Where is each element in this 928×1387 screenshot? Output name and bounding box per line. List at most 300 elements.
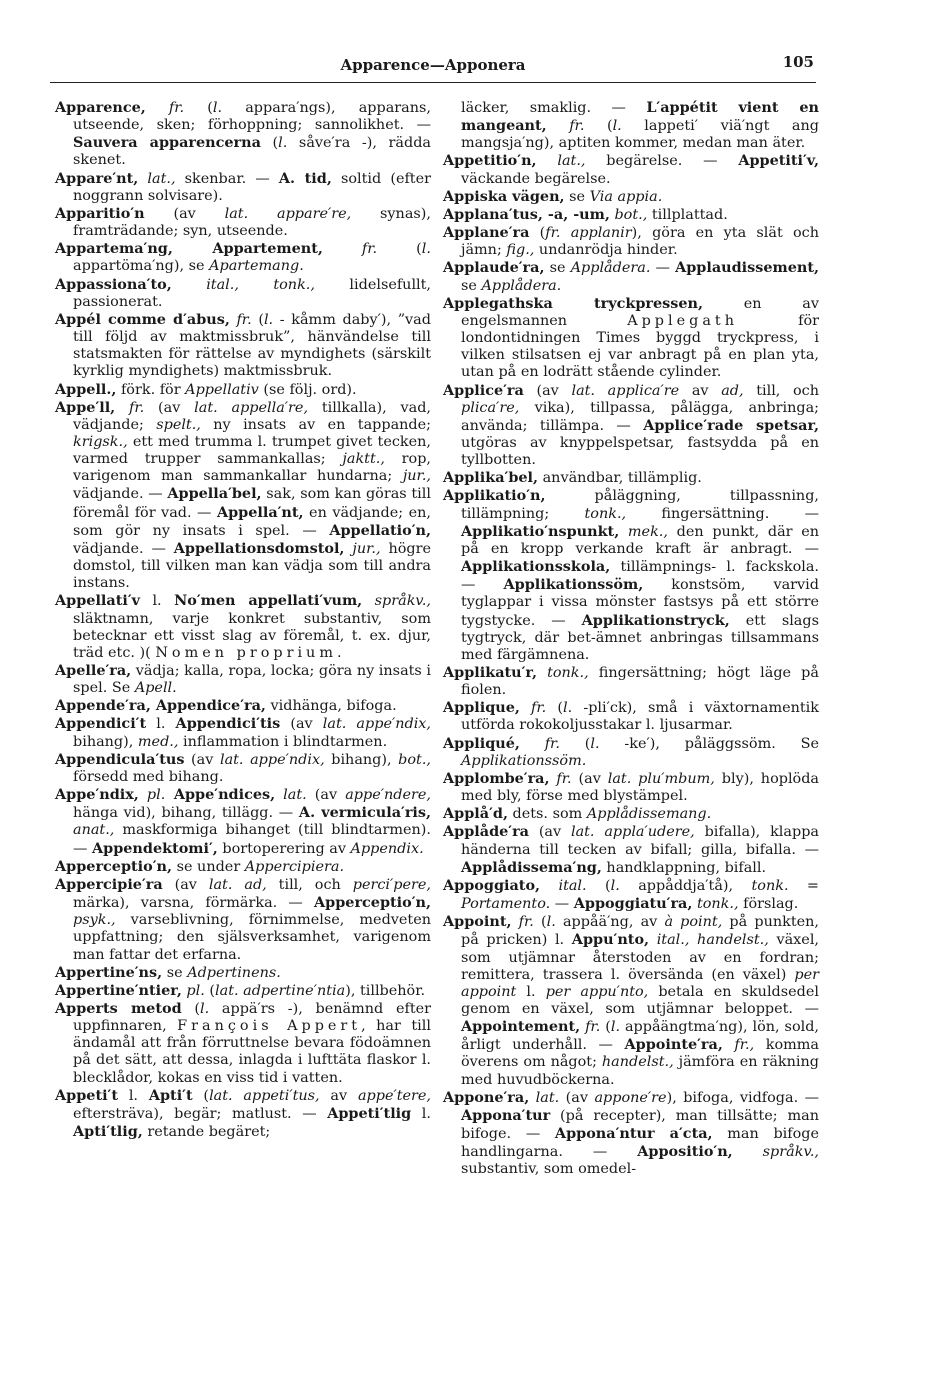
italic-text: Apartemang. — [209, 258, 304, 275]
headword: Applikatio′nspunkt, — [461, 522, 620, 540]
definition-text: appartöma′ng), se — [73, 258, 210, 275]
italic-text: bot., — [609, 206, 648, 223]
definition-text: lidelsefullt, passionerat. — [73, 276, 432, 310]
headword: Appoint, — [443, 913, 512, 931]
definition-text: betala en skuldsedel genom en växel, som utjämnar beloppet. — — [461, 983, 819, 1017]
definition-text: (av — [184, 751, 220, 768]
italic-text: l. — [278, 135, 288, 152]
italic-text: fr. — [546, 118, 585, 135]
headword: Appella′nt, — [216, 503, 304, 521]
headword: Appoggiato, — [443, 876, 541, 894]
italic-text: tonk., — [692, 896, 739, 913]
definition-text: bihang), — [73, 733, 138, 750]
definition-text: l. — [118, 1087, 149, 1104]
definition-text: vidhänga, bifoga. — [265, 698, 397, 715]
definition-text: l. — [516, 983, 546, 1000]
definition-text: ( — [546, 700, 564, 717]
italic-text: l. — [563, 700, 573, 717]
dictionary-entry — [443, 259, 819, 294]
italic-text: fr. — [229, 311, 252, 328]
dictionary-entry — [443, 206, 819, 224]
headword: Applikatio′n, — [443, 487, 546, 505]
dictionary-entry — [443, 152, 819, 187]
definition-text: ( — [377, 241, 422, 258]
definition-text: skenbar. — — [175, 170, 279, 187]
definition-text: vädja; kalla, ropa, locka; göra ny insats i spel. Se — [73, 663, 431, 697]
definition-text: växel, som utjämnar återstoden av en fordran; remittera, trassera l. översända (en växel) — [461, 932, 819, 983]
italic-text: språkv., — [362, 593, 432, 610]
definition-text: ( — [600, 1019, 611, 1036]
definition-text: dets. som — [507, 806, 587, 823]
italic-text: Applådera. — [481, 277, 562, 294]
italic-text: l. — [610, 877, 620, 894]
definition-text: ), göra en yta slät och jämn; — [461, 225, 819, 259]
definition-text: ( — [192, 1087, 210, 1104]
italic-text: Applikationssöm. — [461, 752, 587, 769]
definition-text: konstsöm, varvid tyglappar i vissa mönster fastsys på ett större tygstycke. — — [461, 577, 820, 629]
italic-text: lat., — [536, 153, 586, 170]
definition-text: -ke′), påläggssöm. Se — [599, 735, 819, 752]
definition-text: bly), hoplöda med bly, förse med blystämpel. — [461, 770, 819, 805]
italic-text: l. — [212, 100, 223, 116]
definition-text: ( — [559, 735, 591, 752]
definition-text: se — [564, 188, 590, 205]
italic-text: l. — [610, 1019, 621, 1036]
dictionary-entry — [55, 876, 431, 964]
italic-text: tonk., — [536, 665, 589, 681]
definition-text: sak, som kan göras till föremål för vad. — — [73, 486, 431, 521]
dictionary-entry — [443, 1089, 819, 1179]
dictionary-entry — [55, 715, 431, 750]
headword: Applegathska tryckpressen, — [443, 294, 703, 312]
headword: A. tid, — [278, 169, 332, 187]
dictionary-entry — [55, 399, 431, 593]
definition-text: ett med trumma l. trumpet givet tecken, varmed trupper sammankallas; — [73, 433, 431, 468]
headword: Appendici′tis — [175, 715, 281, 733]
italic-text: appe′tere, — [357, 1087, 432, 1104]
definition-text: jämföra en räkning med huvudböckerna. — [461, 1054, 819, 1088]
dictionary-entry — [443, 382, 819, 470]
definition-text: väckande begärelse. — [461, 170, 611, 187]
dictionary-entry — [55, 381, 431, 399]
dictionary-entry — [55, 99, 431, 170]
dictionary-entry — [55, 1087, 431, 1141]
italic-text: spelt., — [156, 416, 201, 433]
definition-text: högre domstol, till vilken man kan vädja som till andra instans. — [73, 540, 431, 592]
dictionary-entry — [443, 913, 819, 1089]
italic-text: ital. — [540, 877, 587, 894]
dictionary-entry — [55, 751, 431, 786]
dictionary-entry — [443, 805, 819, 823]
headword: Appercipie′ra — [55, 875, 163, 893]
dictionary-entry — [443, 487, 819, 664]
headword: Applique, — [443, 699, 520, 717]
definition-text: - kåmm daby′), ”vad till följd av maktmissbruk”, hänvändelse till statsmakten för rättelse av myndighets (särskilt kyrklig myndighets) maktmissbruk. — [73, 311, 431, 380]
italic-text: ital., tonk., — [171, 276, 315, 293]
dictionary-entry — [55, 982, 431, 1000]
italic-text: anat., — [73, 822, 115, 839]
italic-text: Applådissemang. — [586, 806, 712, 823]
italic-text: lat. adpertine′ntia — [215, 982, 346, 999]
italic-text: fr. — [549, 770, 572, 787]
italic-text: ital., handelst., — [649, 932, 769, 949]
headword: Applana′tus, -a, -um, — [443, 205, 610, 223]
definition-text: av — [679, 382, 722, 399]
left-column — [55, 99, 431, 1141]
italic-text: lat., — [138, 170, 176, 187]
headword: Appu′nto, — [571, 931, 650, 949]
dictionary-entry — [55, 170, 431, 205]
italic-text: Applådera. — [570, 260, 651, 277]
headword: Applå′d, — [443, 805, 508, 823]
headword: Appetitio′n, — [443, 152, 537, 170]
dictionary-entry — [55, 240, 431, 275]
dictionary-entry — [55, 592, 431, 662]
dictionary-entry — [55, 276, 431, 311]
headword: Applikatu′r, — [443, 664, 537, 681]
definition-text: bortoperering av — [217, 840, 351, 857]
definition-text: appåängtma′ng), lön, sold, årligt underhåll. — — [461, 1019, 819, 1054]
definition-text: se — [162, 964, 188, 981]
headword: L′appétit vient en mangeant, — [461, 99, 819, 135]
definition-text: retande begäret; — [142, 1124, 271, 1141]
dictionary-entry — [443, 877, 819, 913]
italic-text: Appercipiera. — [244, 858, 345, 875]
page-number: 105 — [782, 53, 814, 71]
definition-text: varseblivning, förnimmelse, medveten uppfattning; den själsverksamhet, varigenom man fattar det erfarna. — [73, 912, 431, 963]
headword: Applikationstryck, — [581, 611, 730, 629]
italic-text: bot., — [398, 751, 431, 768]
headword: A. vermicula′ris, — [298, 804, 431, 822]
definition-text: komma överens om något; — [461, 1037, 819, 1071]
headword: Appona′tur — [461, 1106, 551, 1124]
headword: Appetiti′v, — [738, 152, 819, 170]
definition-text: lappeti′ viä′ngt ang mangsja′ng), aptiten kommer, medan man äter. — [461, 118, 819, 152]
italic-text: lat. appare′re, — [224, 205, 352, 222]
headword: Applåde′ra — [443, 823, 529, 841]
definition-text: på punkten, på pricken) l. — [461, 914, 819, 949]
definition-text: = — [788, 877, 819, 894]
headword: Apparence, — [55, 99, 146, 116]
definition-text: ny insats av en tappande; — [200, 416, 431, 433]
definition-text: soltid (efter noggrann solvisare). — [73, 170, 431, 204]
definition-text: inflammation i blindtarmen. — [178, 733, 388, 750]
definition-text: (av — [523, 382, 572, 399]
definition-text: den punkt, där en på en kropp verkande kraft är anbragt. — — [461, 523, 820, 557]
headword: Applådissema′ng, — [461, 858, 602, 876]
headword: No′men appellati′vum, — [174, 592, 363, 610]
dictionary-entry — [443, 735, 819, 770]
definition-text: bifalla), klappa händerna till tecken av bifall; gilla, bifalla. — — [461, 824, 819, 858]
definition-text: (av — [306, 787, 346, 804]
italic-text: lat. appla′udere, — [570, 824, 695, 841]
italic-text: jaktt., — [342, 451, 385, 468]
spaced-name: François Appert — [177, 1018, 362, 1035]
italic-text: lat. plu′mbum, — [607, 770, 715, 787]
italic-text: jur., — [344, 540, 381, 557]
headword: Apparitio′n — [55, 204, 145, 222]
spaced-name: Nomen proprium — [155, 644, 337, 661]
italic-text: fig., — [506, 242, 535, 259]
definition-text: ( — [181, 1000, 200, 1017]
headword: Applombe′ra, — [443, 769, 550, 787]
headword: Applice′rade spetsar, — [643, 416, 819, 434]
italic-text: l. — [546, 914, 556, 931]
italic-text: lat. ad, — [208, 876, 267, 893]
dictionary-entry — [55, 311, 431, 381]
italic-text: lat. appe′ndix, — [219, 751, 325, 768]
definition-text: fingersättning. — — [626, 505, 819, 522]
definition-text: tillplattad. — [647, 206, 728, 223]
headword: Appointement, — [461, 1018, 581, 1036]
definition-text: utgöras av knyppelspetsar, fastsydda på en tyllbotten. — [461, 434, 819, 469]
headword: Appendektomi′, — [91, 839, 218, 857]
definition-text: maskformiga bihanget (till blindtarmen). — — [73, 822, 431, 857]
definition-text: appä′rs -), benämnd efter uppfinnaren, — [73, 1000, 431, 1035]
headword: Appertine′ns, — [55, 963, 163, 981]
dictionary-entry — [55, 786, 431, 858]
definition-text: ( — [251, 311, 264, 328]
italic-text: mek., — [619, 523, 668, 540]
headword: Appointe′ra, — [624, 1036, 723, 1054]
definition-text: rop, varigenom man sammankallar hundarna; — [73, 451, 431, 485]
dictionary-entry — [55, 964, 431, 982]
dictionary-entry — [443, 224, 819, 259]
definition-text: (på recepter), man tillsätte; man bifoge. — — [461, 1107, 819, 1143]
headword: Applice′ra — [443, 381, 524, 399]
dictionary-entry — [443, 770, 819, 805]
headword: Appellationsdomstol, — [173, 539, 345, 557]
headword: Apelle′ra, — [55, 662, 132, 679]
italic-text: pl. — [138, 787, 166, 804]
definition-text: ( — [584, 118, 613, 135]
definition-text: . — [336, 644, 342, 661]
dictionary-entry — [55, 858, 431, 876]
definition-text: ), tillbehör. — [345, 982, 426, 999]
definition-text: eftersträva), begär; matlust. — — [73, 1105, 328, 1122]
dictionary-entry — [443, 664, 819, 699]
italic-text: fr. — [511, 914, 534, 931]
definition-text: en vädjande; en, som gör ny insats i spel. — — [73, 504, 431, 539]
italic-text: fr. — [115, 399, 145, 416]
italic-text: fr. — [145, 100, 185, 116]
definition-text: av — [319, 1087, 358, 1104]
headword: Appare′nt, — [55, 169, 139, 187]
dictionary-entry — [443, 295, 819, 382]
headword: Appoggiatu′ra, — [573, 895, 693, 913]
dictionary-entry-continuation — [443, 99, 819, 152]
headword: Applaude′ra, — [443, 259, 545, 277]
italic-text: Adpertinens. — [187, 964, 281, 981]
definition-text: ), bifoga, vidfoga. — — [666, 1089, 819, 1106]
italic-text: tonk. — [751, 877, 789, 894]
headword: Apperceptio′n, — [314, 894, 431, 912]
headword: Appendicula′tus — [55, 750, 185, 768]
italic-text: Portamento. — [461, 896, 551, 913]
definition-text: (av — [162, 876, 209, 893]
headword: Applikationssöm, — [503, 576, 644, 594]
headword: Appellati′v — [55, 592, 140, 610]
headword: Appliqué, — [443, 734, 520, 752]
italic-text: krigsk., — [73, 433, 128, 450]
definition-text: läcker, smaklig. — — [461, 100, 647, 116]
definition-text: -pli′ck), små i växtornamentik utförda rokokoljusstakar l. ljusarmar. — [461, 700, 819, 734]
dictionary-entry — [443, 823, 819, 876]
dictionary-entry — [55, 662, 431, 697]
italic-text: Via appia. — [589, 188, 663, 205]
definition-text: vika), tillpassa, pålägga, anbringa; använda; tillämpa. — — [461, 399, 819, 434]
definition-text: ( — [184, 100, 213, 116]
headword: Appe′ndix, — [55, 786, 139, 804]
definition-text: handklappning, bifall. — [601, 859, 767, 876]
headword: Appartema′ng, Appartement, — [55, 240, 323, 258]
definition-text: släktnamn, varje konkret substantiv, som betecknar ett visst slag av föremål, t. ex. djur, träd etc. )( — [73, 610, 431, 661]
definition-text: märka), varsna, förmärka. — — [73, 895, 314, 912]
definition-text: appara′ngs), apparans, utseende, sken; förhoppning; sannolikhet. — — [73, 100, 431, 134]
italic-text: l. — [612, 118, 622, 135]
italic-text: l. — [200, 1000, 210, 1017]
definition-text: till, och — [743, 382, 820, 399]
definition-text: tillkalla), vad, vädjande; — [73, 399, 431, 433]
definition-text: en av engelsmannen — [461, 295, 819, 329]
headword: Apti′t — [148, 1086, 193, 1104]
italic-text: l. — [590, 735, 600, 752]
definition-text: appåddja′tå), — [619, 877, 752, 894]
headword: Appél comme d′abus, — [55, 310, 230, 328]
definition-text: se under — [172, 858, 245, 875]
headword: Appella′bel, — [167, 485, 262, 503]
definition-text: fingersättning; högt läge på fiolen. — [461, 665, 819, 699]
headword: Appeti′t — [55, 1086, 119, 1104]
definition-text: hänga vid), bihang, tillägg. — — [73, 805, 299, 822]
definition-text: (av — [144, 205, 225, 222]
definition-text: tillämpnings- l. fackskola. — — [461, 559, 819, 594]
italic-text: fr. — [519, 700, 547, 717]
italic-text: tonk., — [584, 505, 627, 522]
italic-text: l. — [421, 241, 431, 258]
headword: Appende′ra, Appendice′ra, — [55, 697, 266, 715]
italic-text: plica′re, — [461, 399, 520, 416]
headword: Appe′ll, — [55, 398, 116, 416]
headword: Appone′ra, — [443, 1088, 530, 1106]
definition-text: appåä′ng, av — [555, 914, 665, 931]
definition-text: l. — [139, 593, 175, 610]
definition-text: — — [650, 260, 676, 277]
definition-text: (av — [144, 399, 195, 416]
italic-text: fr. — [580, 1019, 601, 1036]
definition-text: bihang), — [324, 751, 399, 768]
definition-text: (se följ. ord). — [258, 381, 357, 398]
running-header — [50, 53, 816, 83]
italic-text: lat. applica′re — [571, 382, 680, 399]
italic-text: l. — [263, 311, 274, 328]
italic-text: appe′ndere, — [345, 787, 431, 804]
italic-text: fr. — [519, 735, 560, 752]
headword: Applikationsskola, — [461, 558, 611, 576]
definition-text: (av — [571, 770, 608, 787]
italic-text: handelst., — [601, 1054, 674, 1071]
definition-text: såve′ra -), rädda skenet. — [73, 135, 431, 169]
headword: Applane′ra — [443, 224, 530, 242]
italic-text: fr. — [322, 241, 378, 258]
italic-text: per appoint — [461, 966, 819, 1000]
definition-text: substantiv, som omedel- — [461, 1161, 637, 1178]
italic-text: fr. applanir — [545, 225, 632, 242]
headword: Apti′tlig, — [73, 1123, 143, 1141]
definition-text: förslag. — [738, 896, 799, 913]
running-title: Apparence—Apponera — [340, 56, 526, 74]
definition-text: ett slags tygtryck, där bet-ämnet anbringas tillsammans med färgämnena. — [461, 612, 819, 663]
definition-text: ( — [204, 982, 216, 999]
definition-text: för londontidningen Times byggd tryckpress, i vilken stilsatsen ej var anbragt på en plan yta, utan på en lodrätt stående cylinder. — [461, 312, 819, 381]
definition-text: (av — [559, 1089, 595, 1106]
dictionary-entry — [443, 699, 819, 734]
italic-text: lat. appe′ndix, — [322, 716, 431, 733]
definition-text: till, och — [266, 876, 353, 893]
italic-text: Appellativ — [185, 381, 259, 398]
definition-text: (av — [280, 716, 323, 733]
italic-text: lat. appeti′tus, — [209, 1087, 320, 1104]
definition-text: se — [544, 260, 571, 277]
definition-text: ( — [586, 877, 611, 894]
definition-text: synas), framträdande; syn, utseende. — [73, 205, 431, 240]
italic-text: ad, — [721, 382, 744, 399]
italic-text: fr., — [722, 1037, 755, 1054]
definition-text: påläggning, tillpassning, tillämpning; — [461, 488, 819, 522]
italic-text: appone′re — [594, 1089, 667, 1106]
definition-text: (av — [529, 824, 571, 841]
italic-text: lat. appella′re, — [194, 399, 309, 416]
definition-text: användbar, tillämplig. — [538, 470, 702, 487]
headword: Applika′bel, — [443, 469, 539, 487]
dictionary-entry — [443, 188, 819, 206]
italic-text: lat. — [529, 1089, 560, 1106]
right-column — [443, 99, 819, 1179]
definition-text: man bifoge handlingarna. — — [461, 1126, 820, 1161]
headword: Appellatio′n, — [329, 521, 431, 539]
italic-text: Appendix. — [350, 840, 424, 857]
definition-text: ( — [529, 225, 546, 242]
headword: Appassiona′to, — [55, 275, 172, 293]
headword: Appona′ntur a′cta, — [554, 1125, 713, 1143]
definition-text: förk. för — [116, 381, 186, 398]
definition-text: försedd med bihang. — [73, 768, 224, 785]
spaced-name: Applegath — [627, 312, 738, 329]
headword: Appeti′tlig — [327, 1104, 412, 1122]
dictionary-entry — [55, 697, 431, 715]
headword: Appendici′t — [55, 715, 147, 733]
definition-text: l. — [146, 716, 176, 733]
italic-text: psyk., — [73, 912, 116, 929]
headword: Applaudissement, — [675, 259, 819, 277]
italic-text: med., — [137, 733, 179, 750]
headword: Appertine′ntier, — [55, 981, 182, 999]
headword: Appell., — [55, 380, 117, 398]
headword: Apperts metod — [55, 999, 182, 1017]
dictionary-entry — [55, 205, 431, 240]
definition-text: , har till ändamål att från förruttnelse bevara födoämnen på det sätt, att dessa, inlagda i lufttäta flaskor l. blecklådor, kokas en viss tid i vatten. — [73, 1018, 431, 1086]
italic-text: perci′pere, — [352, 876, 431, 893]
dictionary-entry — [55, 1000, 431, 1087]
definition-text: se — [461, 277, 482, 294]
definition-text: vädjande. — — [73, 540, 174, 557]
italic-text: språkv., — [732, 1144, 820, 1161]
italic-text: per appu′nto, — [545, 983, 649, 1000]
definition-text: — — [550, 896, 574, 913]
dictionary-entry — [443, 469, 819, 487]
italic-text: lat. — [275, 787, 307, 804]
headword: Apperceptio′n, — [55, 857, 172, 875]
